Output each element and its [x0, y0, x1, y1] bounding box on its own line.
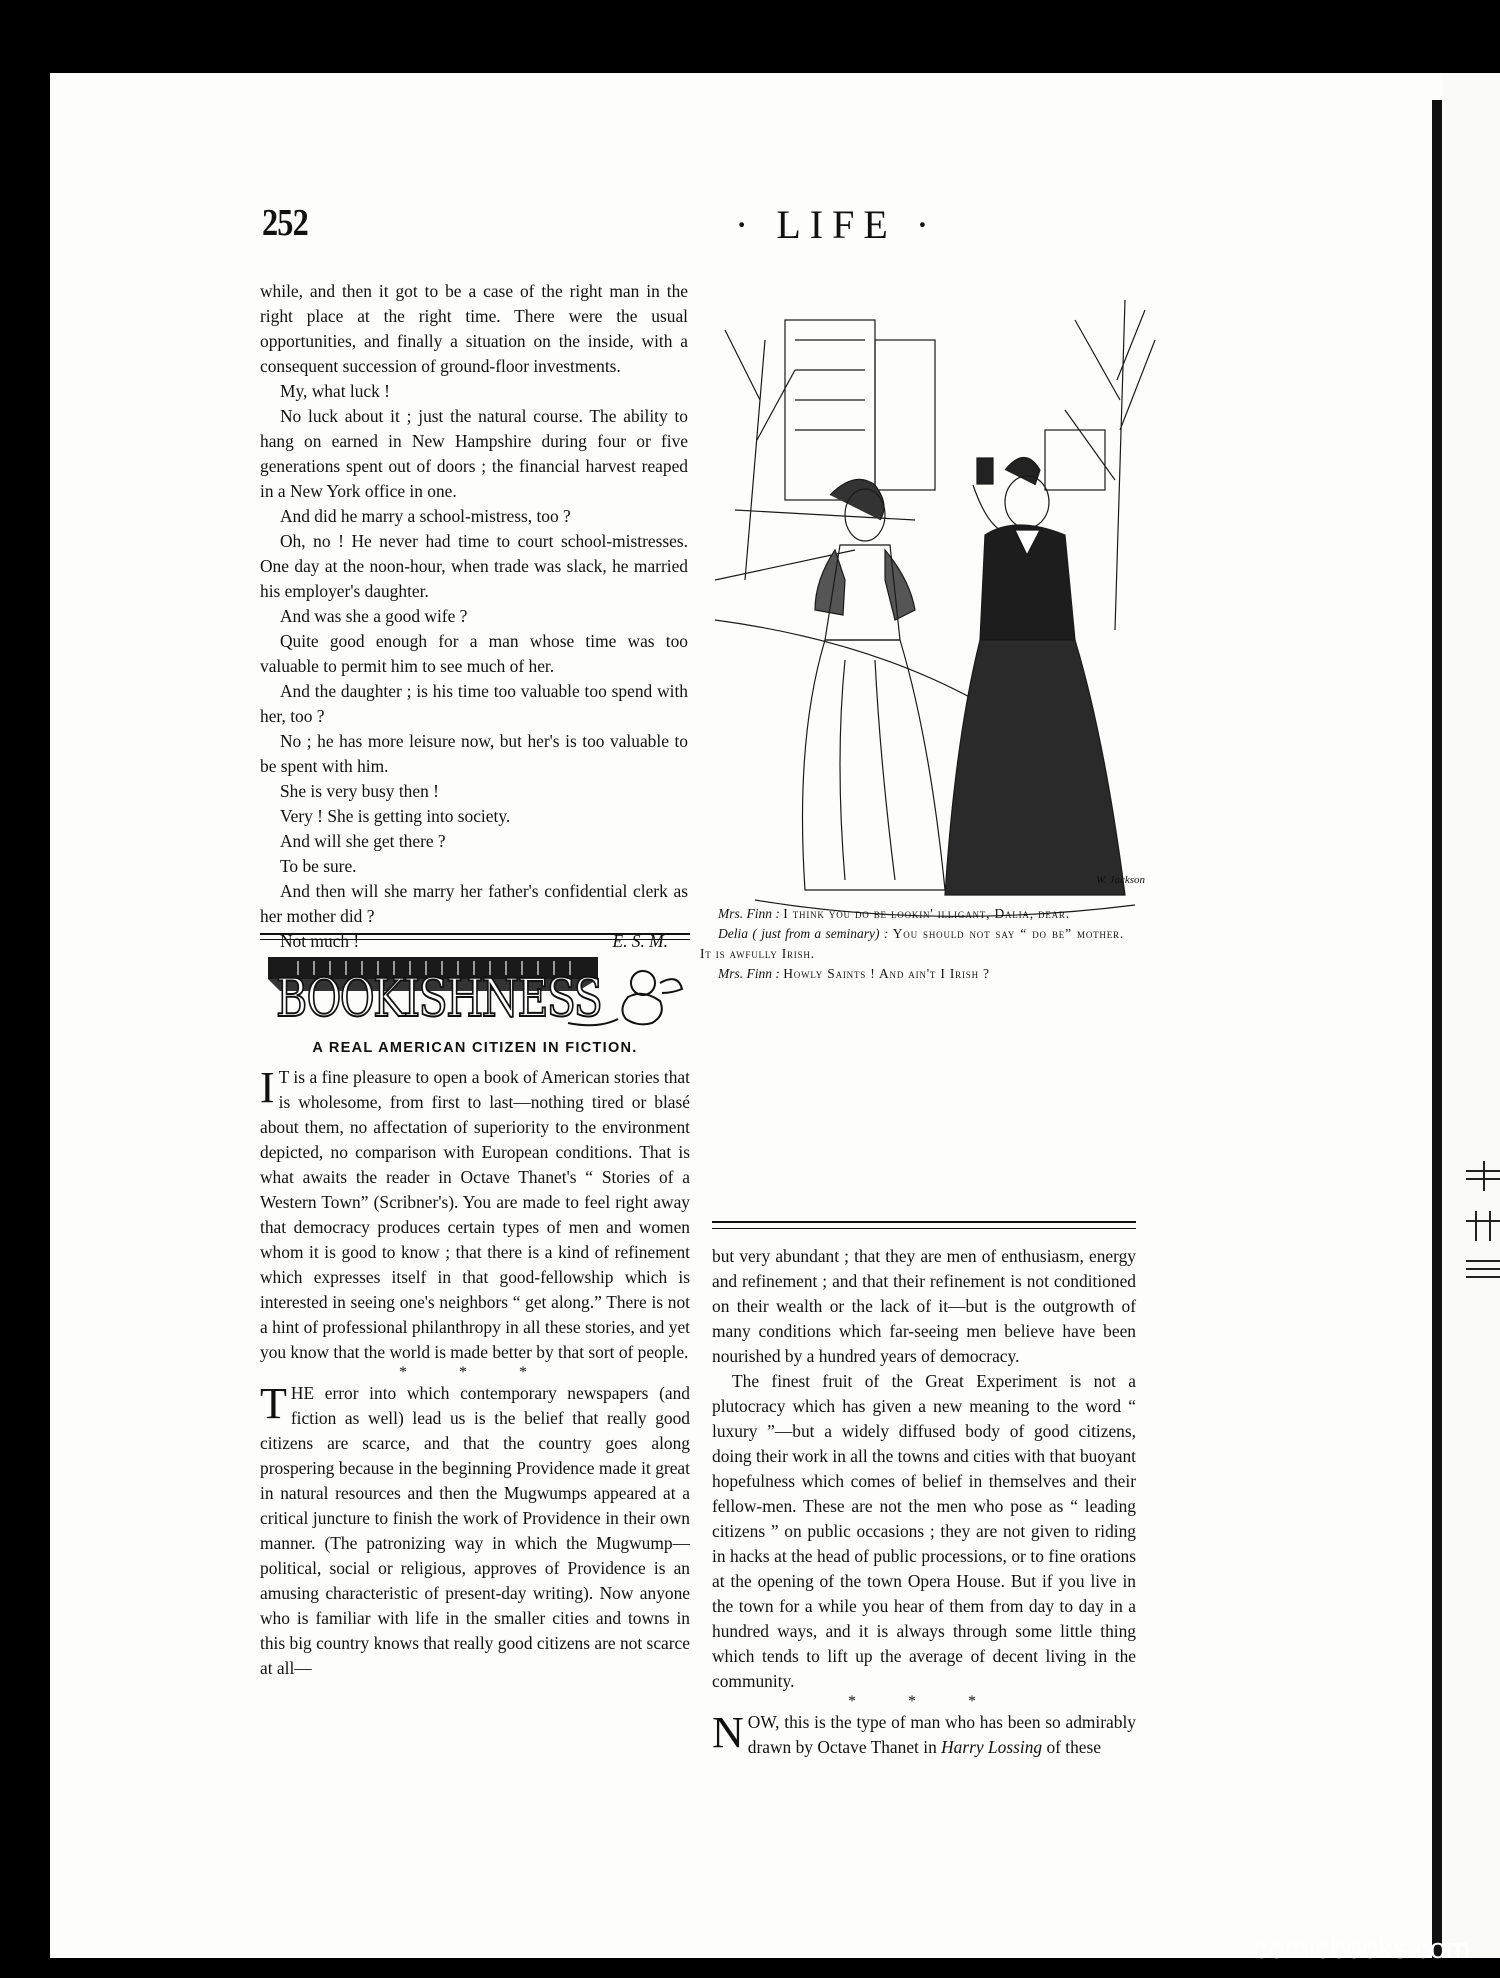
dialogue-paragraph: Quite good enough for a man whose time was too valuable to permit him to see much of her.: [260, 631, 688, 676]
speaker-name: Mrs. Finn :: [718, 906, 780, 921]
section-stars: * * *: [848, 1693, 1000, 1710]
artist-signature: W. Jackson: [1095, 874, 1145, 886]
dialogue-paragraph: while, and then it got to be a case of the right man in the right place at the right time. There were the usual opportunities, and finally a situation on the inside, with a consequent succession of ground-floor investments.: [260, 281, 688, 376]
speaker-name: Delia: [718, 926, 748, 941]
speaker-note: ( just from a seminary) :: [752, 926, 889, 941]
article-paragraph: [712, 1710, 1136, 1760]
article-paragraph: [260, 1065, 690, 1365]
magazine-title: · LIFE ·: [735, 202, 939, 247]
bookishness-logo-text: BOOKISHNESS: [276, 969, 602, 1029]
caption-line: [700, 924, 1124, 964]
left-column-article: [260, 1065, 690, 1681]
paragraph-text: OW, this is the type of man who has been so admirably drawn by Octave Thanet in: [747, 1712, 1136, 1757]
paragraph-text: T is a fine pleasure to open a book of American stories that is wholesome, from first to last—nothing tired or blasé about them, no affectation of superiority to the environment depicted, no comparison with European conditions. That is what awaits the reader in Octave Thanet's “ Stories of a Western Town” (Scribner's). You are made to feel right away that democracy produces certain types of men and women whom it is good to know ; that there is a kind of refinement which expresses itself in that good-fellowship which is interested in seeing one's neighbors “ get along.” There is not a hint of professional philanthropy in all these stories, and yet you know that the world is made better by that sort of people.: [260, 1067, 690, 1362]
article-heading: A REAL AMERICAN CITIZEN IN FICTION.: [312, 1040, 638, 1056]
section-rule: [260, 939, 690, 940]
left-column-dialogue: [260, 206, 688, 954]
article-paragraph: [260, 1381, 690, 1681]
next-page-fragments: [1456, 1151, 1500, 1291]
caption-text: Howly Saints ! And ain't I Irish ?: [783, 966, 990, 981]
dialogue-paragraph: And was she a good wife ?: [280, 606, 468, 626]
article-paragraph: but very abundant ; that they are men of enthusiasm, energy and refinement ; and that their refinement is not conditioned on their wealth or the lack of it—but is the outgrowth of many conditions which far-seeing men believe have been nourished by a hundred years of democracy.: [712, 1246, 1136, 1366]
illustration-drawing: [715, 280, 1165, 928]
right-column-article: [712, 1244, 1136, 1760]
signoff-text: Not much !: [280, 931, 360, 951]
magazine-page: [50, 73, 1450, 1958]
paragraph-text: HE error into which contemporary newspapers (and fiction as well) lead us is the belief that really good citizens are scarce, and that the country goes along prospering because in the beginning Providence made it great in natural resources and then the Mugwumps appeared at a critical juncture to finish the work of Providence in their own manner. (The patronizing way in which the Mugwump—political, social or religious, approves of Providence is an amusing characteristic of present-day writing). Now anyone who is familiar with life in the smaller cities and towns in this big country knows that really good citizens are not scarce at all—: [260, 1383, 690, 1678]
dialogue-paragraph: No luck about it ; just the natural course. The ability to hang on earned in New Hampshire during four or five generations spent out of doors ; the financial harvest reaped in a New York office in one.: [260, 406, 688, 501]
illustration: [715, 280, 1165, 928]
caption-rule: [712, 1228, 1136, 1229]
drop-cap: T: [260, 1379, 287, 1428]
bookishness-banner: [268, 953, 686, 1031]
section-rule: [260, 933, 690, 935]
dialogue-paragraph: And did he marry a school-mistress, too ?: [280, 506, 571, 526]
dialogue-paragraph: And the daughter ; is his time too valuable too spend with her, too ?: [260, 681, 688, 726]
dialogue-paragraph: Very ! She is getting into society.: [280, 806, 511, 826]
section-stars: * * *: [399, 1364, 551, 1381]
page-number: 252: [262, 202, 308, 244]
dialogue-paragraph: And then will she marry her father's confidential clerk as her mother did ?: [260, 881, 688, 926]
next-page-edge: [1442, 73, 1500, 1958]
caption-line: [700, 964, 1124, 984]
speaker-name: Mrs. Finn :: [718, 966, 780, 981]
drop-cap: I: [260, 1063, 275, 1112]
watermark: comicbooks.com: [1254, 1933, 1470, 1965]
illustration-caption: [700, 904, 1124, 984]
author-initials: E. S. M.: [612, 931, 668, 951]
dialogue-paragraph: Oh, no ! He never had time to court school-mistresses. One day at the noon-hour, when trade was slack, he married his employer's daughter.: [260, 531, 688, 601]
drop-cap: N: [712, 1708, 744, 1757]
caption-rule: [712, 1221, 1136, 1223]
dialogue-paragraph: No ; he has more leisure now, but her's is too valuable to be spent with him.: [260, 731, 688, 776]
dialogue-paragraph: And will she get there ?: [280, 831, 446, 851]
caption-text: I think you do be lookin' illigant, Dalia, dear.: [783, 906, 1070, 921]
caption-line: [700, 904, 1124, 924]
caption-text: You should not say “ do be” mother. It is awfully Irish.: [700, 926, 1124, 961]
dialogue-paragraph: She is very busy then !: [280, 781, 439, 801]
article-paragraph: The finest fruit of the Great Experiment is not a plutocracy which has given a new meaning to the word “ luxury ”—but a widely diffused body of good citizens, doing their work in all the towns and cities with that buoyant hopefulness which comes of belief in themselves and their fellow-men. These are not the men who pose as “ leading citizens ” on public occasions ; they are not given to riding in hacks at the head of public processions, or to fine orations at the opening of the town Opera House. But if you live in the town for a while you hear of them from day to day in a hundred ways, and it is always through some little thing which tends to lift up the average of decent living in the community.: [712, 1371, 1136, 1691]
book-title: Harry Lossing: [941, 1737, 1043, 1757]
dialogue-paragraph: To be sure.: [280, 856, 357, 876]
dialogue-paragraph: My, what luck !: [280, 381, 390, 401]
paragraph-text: of these: [1042, 1737, 1102, 1757]
